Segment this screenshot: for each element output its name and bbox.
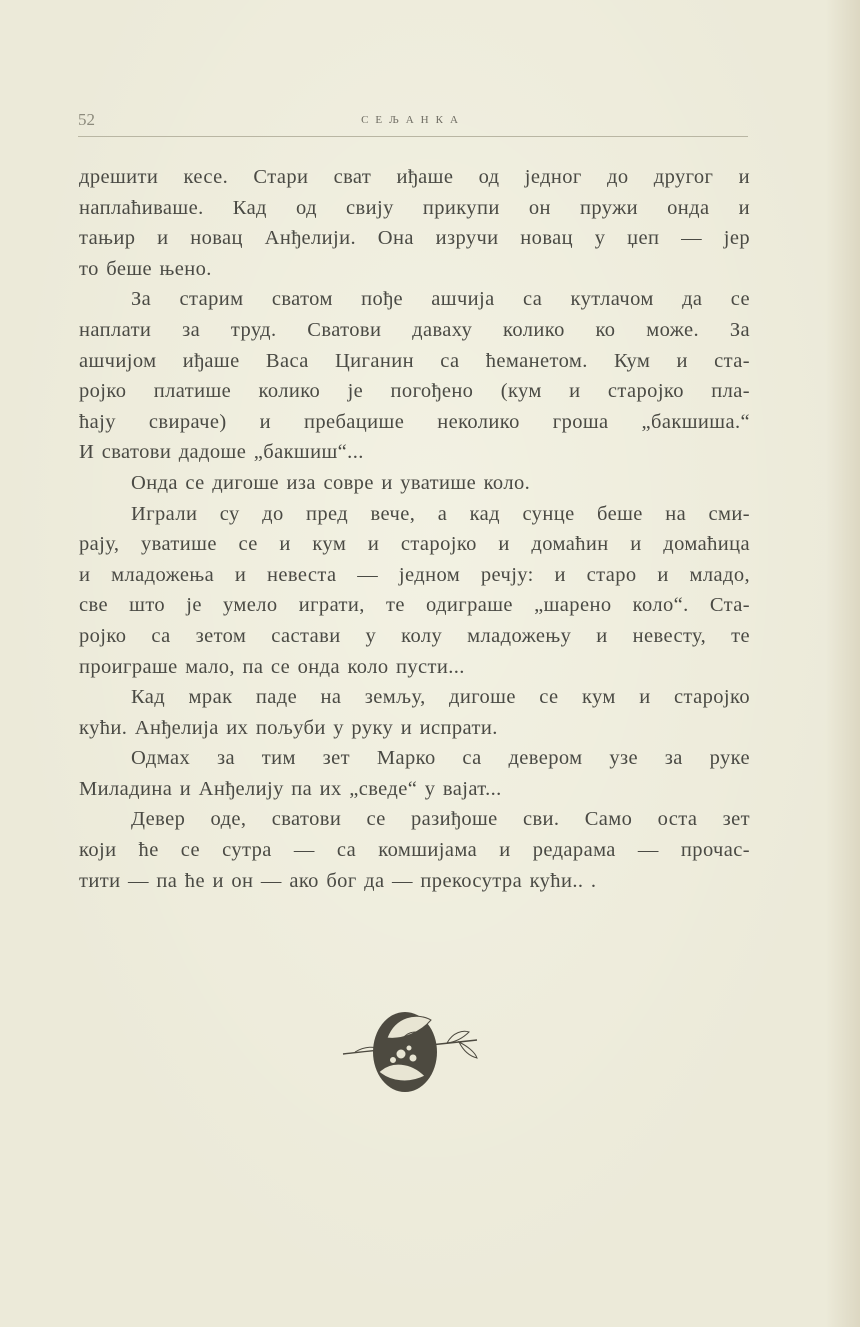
text-line: Онда се дигоше иза совре и уватише коло. [131,471,531,494]
paragraph [79,162,750,284]
paragraph [79,499,750,683]
page-number: 52 [78,110,95,129]
text-line: кући. Анђелија их пољуби у руку и испрати. [79,716,498,739]
running-title: СЕЉАНКА [361,114,465,126]
text-line: који ће се сутра — са комшијама и редарама — прочас- [79,839,750,862]
body-text [79,162,750,896]
text-line: Одмах за тим зет Марко са девером узе за руке [131,747,750,770]
text-line: ројко платише колико је погођено (кум и старојко пла- [79,380,750,403]
text-line: ашчијом иђаше Васа Циганин са ћеманетом. Кум и ста- [79,349,750,372]
text-line: За старим сватом пође ашчија са кутлачом да се [131,288,750,311]
text-line: све што је умело играти, те одиграше „шарено коло“. Ста- [79,594,750,617]
text-line: И сватови дадоше „бакшиш“... [79,441,364,464]
text-line: наплати за труд. Сватови даваху колико ко може. За [79,318,750,341]
paragraph [79,284,750,468]
text-line: проиграше мало, па се онда коло пусти... [79,655,465,678]
paragraph [79,682,750,743]
text-line: и младожења и невеста — једном речју: и старо и младо, [79,563,750,586]
text-line: Кад мрак паде на земљу, дигоше се кум и старојко [131,686,750,709]
text-line: Девер оде, сватови се разиђоше сви. Само оста зет [131,808,750,831]
text-line: ројко са зетом састави у колу младожењу и невесту, те [79,624,750,647]
text-line: дрешити кесе. Стари сват иђаше од једног до другог и [79,166,750,188]
paragraph [79,468,750,499]
text-line: рају, уватише се и кум и старојко и домаћин и домаћица [79,533,750,556]
text-line: тити — па ће и он — ако бог да — прекосутра кући.. . [79,869,597,892]
text-line: Играли су до пред вече, а кад сунце беше на сми- [131,502,750,525]
text-line: Миладина и Анђелију па их „сведе“ у вајат... [79,777,502,800]
floral-vignette-icon [335,1002,485,1102]
paragraph [79,743,750,804]
text-line: то беше њено. [79,257,212,280]
text-line: ћају свираче) и пребацише неколико гроша „бакшиша.“ [79,410,750,433]
page-header [78,108,748,137]
paragraph [79,804,750,896]
text-line: наплаћиваше. Кад од свију прикупи он пружи онда и [79,196,750,219]
text-line: тањир и новац Анђелији. Она изручи новац у џеп — јер [79,227,750,250]
